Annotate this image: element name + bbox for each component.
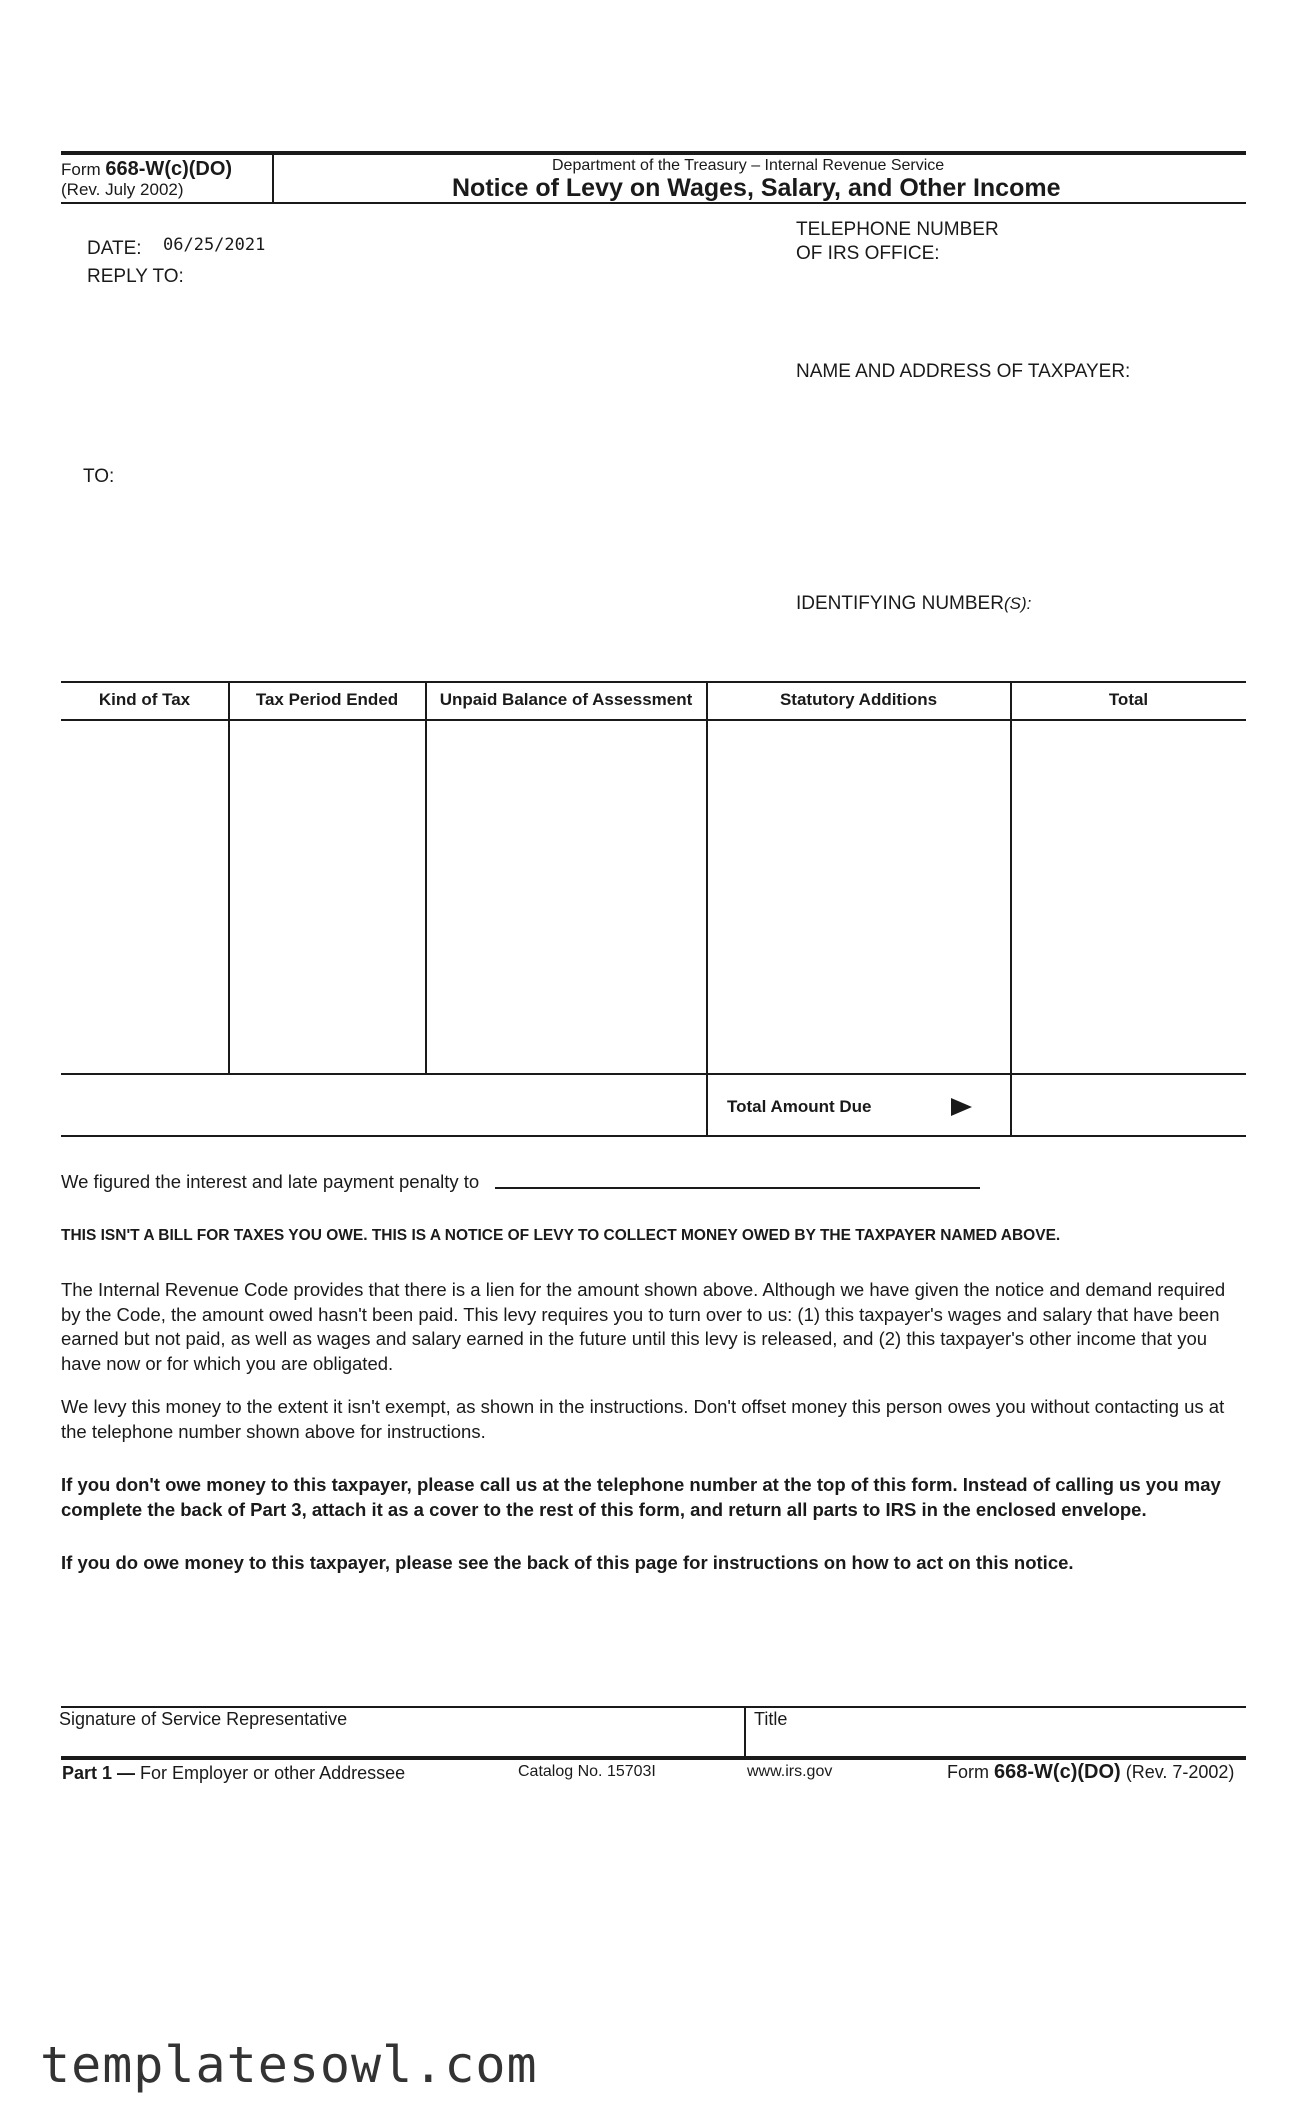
reply-to-label: REPLY TO: [87, 266, 184, 287]
exemption-paragraph: We levy this money to the extent it isn't exempt, as shown in the instructions. Don't offset money this person owes you without contacting us at the telephone number shown above for instructions. [61, 1396, 1225, 1442]
form-revision: (Rev. July 2002) [61, 180, 184, 199]
total-amount-due-label: Total Amount Due [727, 1097, 872, 1116]
col-divider-2 [425, 681, 427, 1074]
col-header-total: Total [1108, 690, 1149, 709]
col-divider-4 [1010, 681, 1012, 1136]
interest-penalty-field[interactable] [495, 1187, 980, 1189]
notice-warning: THIS ISN'T A BILL FOR TAXES YOU OWE. THIS IS A NOTICE OF LEVY TO COLLECT MONEY OWED BY THE TAXPAYER NAMED ABOVE. [61, 1227, 1061, 1244]
to-label: TO: [83, 466, 115, 487]
col-divider-1 [228, 681, 230, 1074]
header-top-rule [61, 151, 1246, 155]
no-money-owed-paragraph: If you don't owe money to this taxpayer, please call us at the telephone number at the top of this form. Instead of calling us you may complete the back of Part 3, attach it as a cover to the rest of this form, and return all parts to IRS in the enclosed envelope. [61, 1474, 1221, 1520]
form-number: Form 668-W(c)(DO) [61, 158, 233, 180]
taxpayer-label: NAME AND ADDRESS OF TAXPAYER: [796, 361, 1131, 382]
date-field[interactable]: 06/25/2021 [163, 235, 266, 255]
footer-form-number: Form 668-W(c)(DO) (Rev. 7-2002) [947, 1761, 1235, 1783]
date-label: DATE: [87, 238, 142, 259]
watermark-text: templatesowl.com [40, 2036, 538, 2094]
header-divider [272, 155, 274, 202]
signature-top-rule [61, 1706, 1246, 1708]
table-bottom-rule [61, 1135, 1246, 1137]
title-label: Title [754, 1709, 788, 1729]
signature-field[interactable] [61, 1732, 741, 1754]
right-triangle-icon [950, 1097, 974, 1117]
department-name: Department of the Treasury – Internal Revenue Service [552, 157, 945, 174]
footer-top-rule [61, 1756, 1246, 1760]
col-divider-3 [706, 681, 708, 1136]
identifying-number-label: IDENTIFYING NUMBER(S): [796, 593, 1032, 614]
signature-label: Signature of Service Representative [59, 1709, 348, 1729]
col-header-unpaid-balance: Unpaid Balance of Assessment [439, 690, 693, 709]
lien-paragraph: The Internal Revenue Code provides that there is a lien for the amount shown above. Although we have given the notice and demand required by the Code, the amount owed hasn't been paid. This levy requires you to turn over to us: (1) this taxpayer's wages and salary that have been earned but not paid, as well as wages and salary earned in the future until this levy is released, and (2) this taxpayer's other income that you have now or for which you are obligated. [61, 1279, 1226, 1374]
title-field[interactable] [750, 1732, 1244, 1754]
signature-divider [744, 1706, 746, 1756]
table-header-rule [61, 719, 1246, 721]
table-top-rule [61, 681, 1246, 683]
catalog-number: Catalog No. 15703I [518, 1763, 656, 1780]
website-link[interactable]: www.irs.gov [747, 1763, 833, 1780]
interest-penalty-text: We figured the interest and late payment penalty to [61, 1171, 480, 1192]
page-title: Notice of Levy on Wages, Salary, and Other Income [452, 174, 1061, 202]
footer-part-label: Part 1 — For Employer or other Addressee [62, 1763, 406, 1783]
col-header-tax-period-ended: Tax Period Ended [255, 690, 399, 709]
col-header-statutory-additions: Statutory Additions [779, 690, 938, 709]
col-header-kind-of-tax: Kind of Tax [98, 690, 191, 709]
money-owed-paragraph: If you do owe money to this taxpayer, please see the back of this page for instructions on how to act on this notice. [61, 1552, 1074, 1573]
total-amount-field[interactable] [1012, 1075, 1246, 1135]
telephone-label: TELEPHONE NUMBER OF IRS OFFICE: [796, 219, 999, 264]
